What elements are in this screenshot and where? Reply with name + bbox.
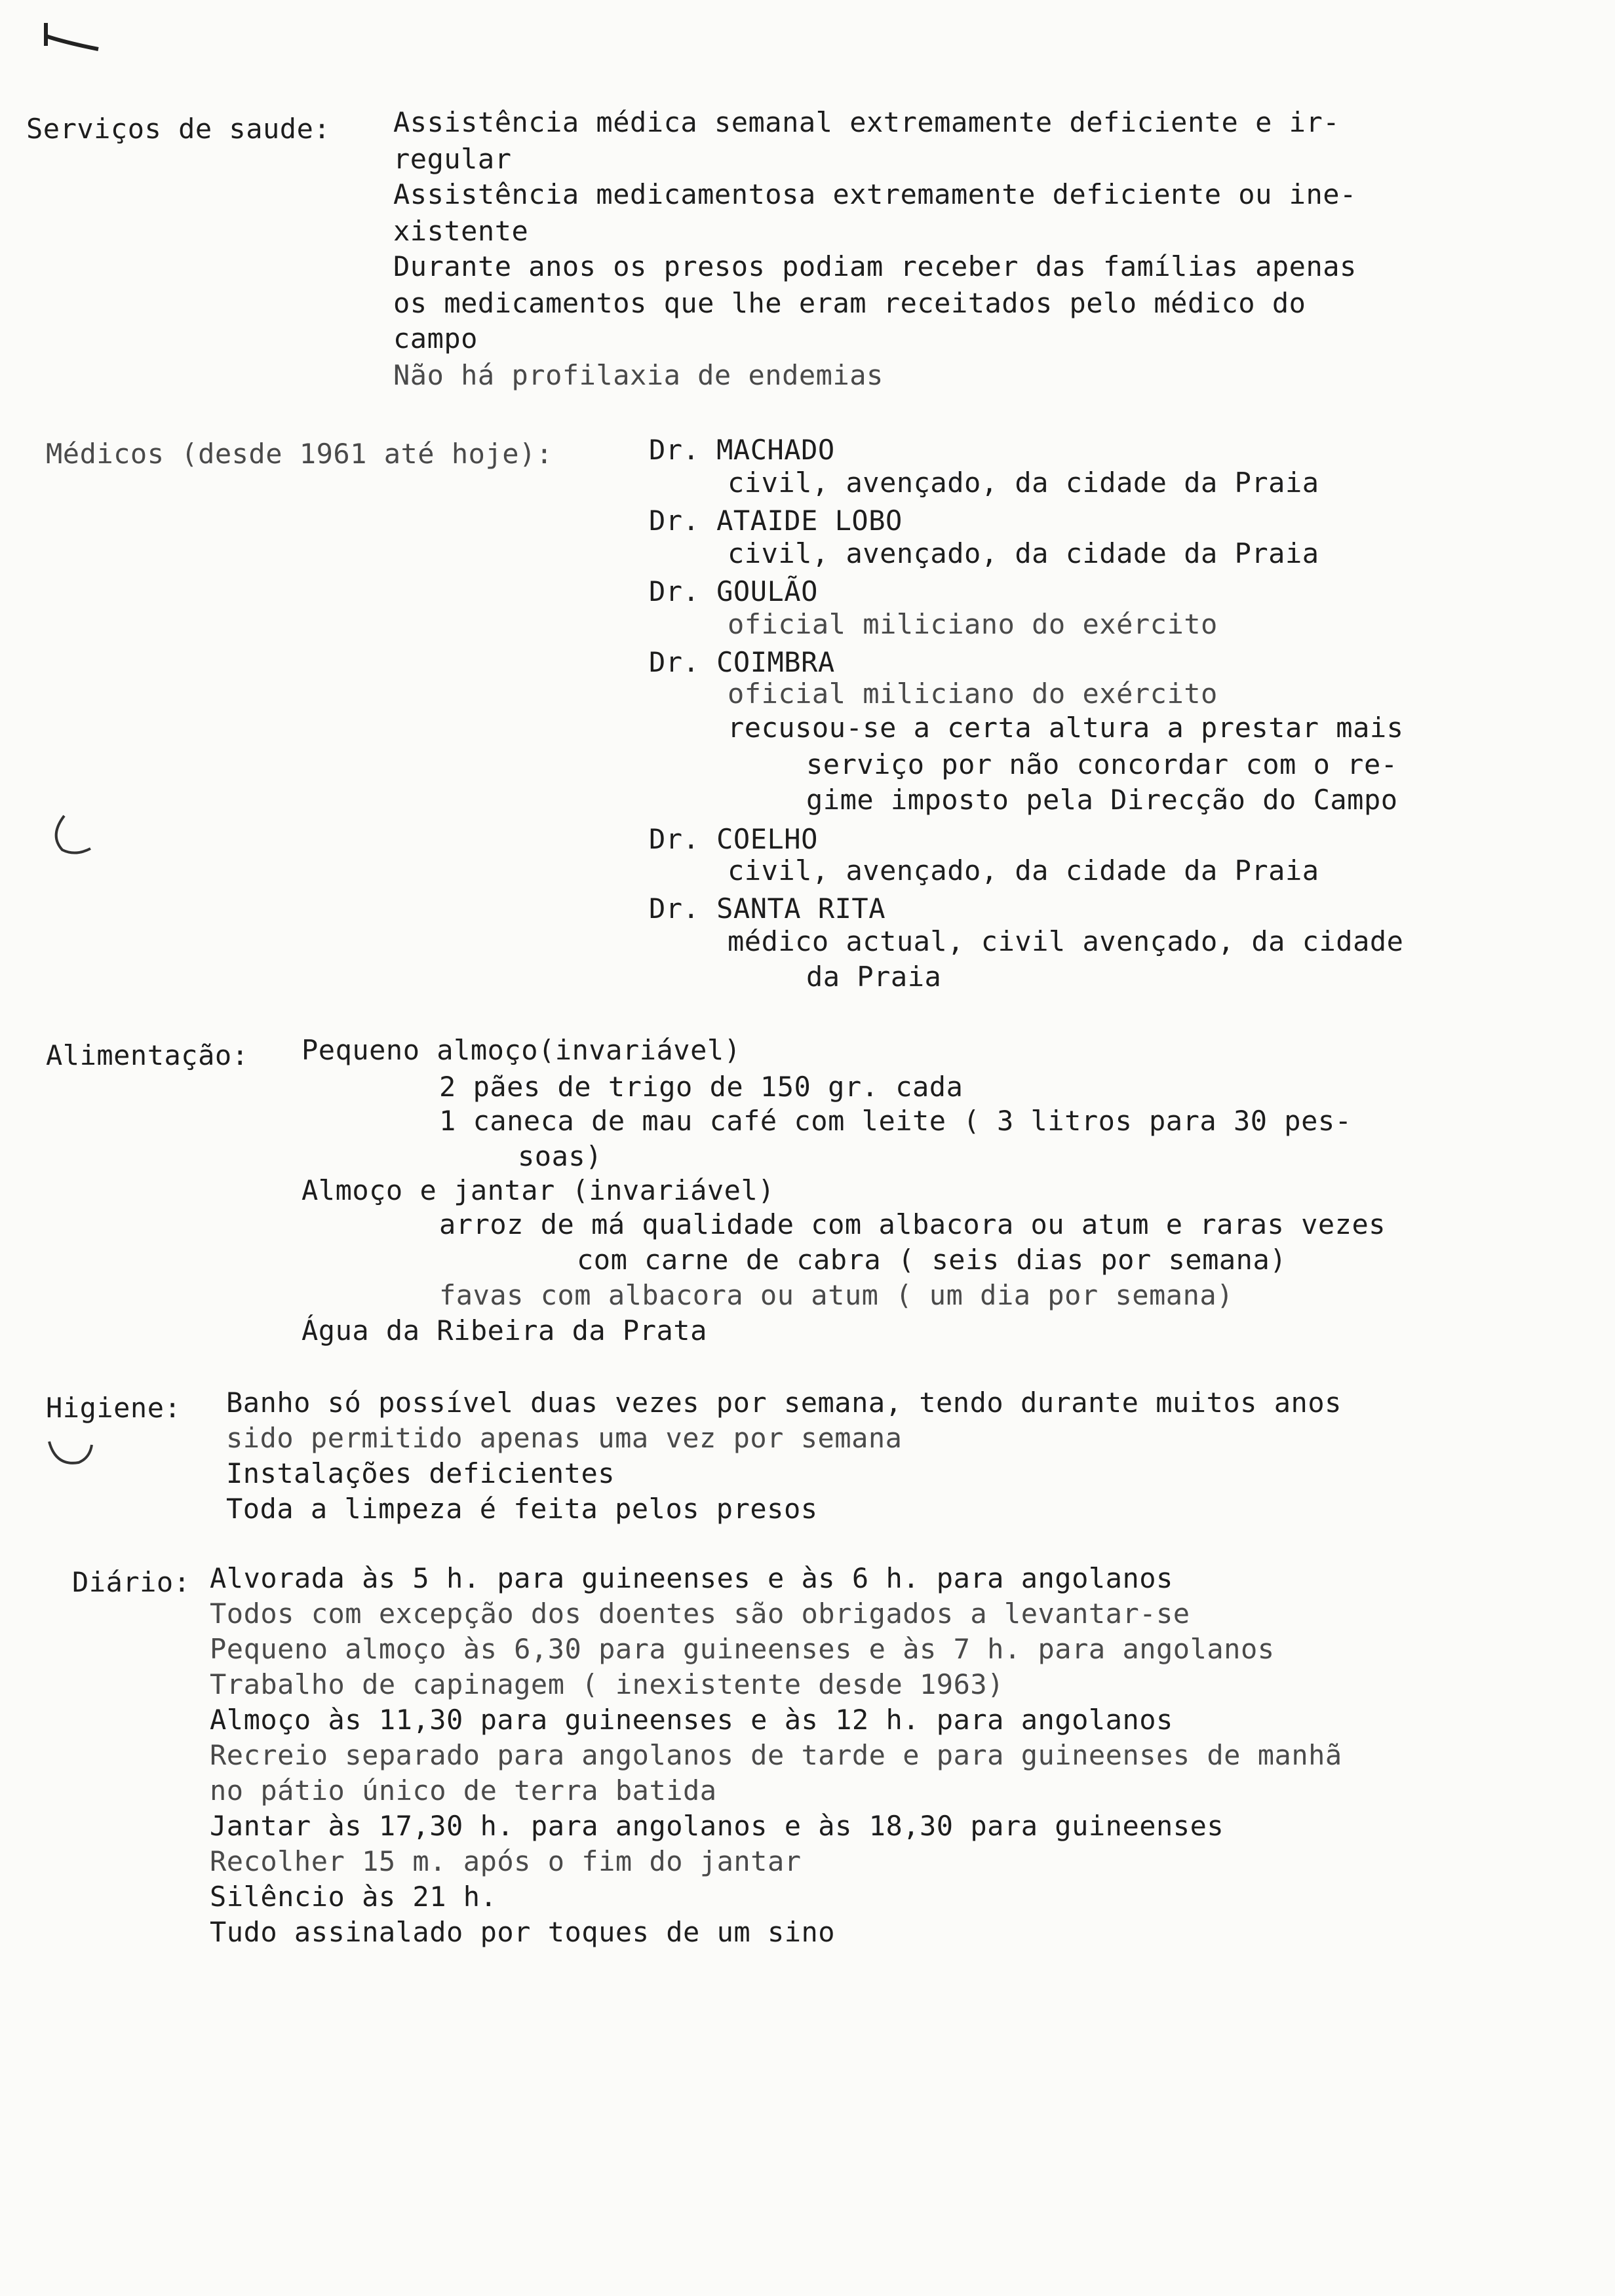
diario-line: no pátio único de terra batida <box>210 1774 717 1807</box>
diario-line: Silêncio às 21 h. <box>210 1881 497 1913</box>
diario-line: Todos com excepção dos doentes são obrigados a levantar-se <box>210 1598 1190 1630</box>
doctor-name: Dr. MACHADO <box>649 434 835 466</box>
doctor-desc: civil, avençado, da cidade da Praia <box>728 854 1319 887</box>
doctor-desc: recusou-se a certa altura a prestar mais <box>728 712 1404 744</box>
saude-line: Não há profilaxia de endemias <box>393 359 884 391</box>
saude-line: xistente <box>393 215 529 247</box>
doctor-desc: médico actual, civil avençado, da cidade <box>728 925 1404 957</box>
diario-line: Alvorada às 5 h. para guineenses e às 6 h. para angolanos <box>210 1562 1173 1594</box>
diario-line: Recreio separado para angolanos de tarde e para guineenses de manhã <box>210 1739 1342 1771</box>
saude-line: campo <box>393 322 478 354</box>
higiene-line: Banho só possível duas vezes por semana, tendo durante muitos anos <box>226 1387 1342 1419</box>
doctor-desc: gime imposto pela Direcção do Campo <box>806 784 1398 816</box>
diario-line: Trabalho de capinagem ( inexistente desde 1963) <box>210 1668 1004 1700</box>
alimentacao-line: Água da Ribeira da Prata <box>302 1314 707 1347</box>
doctor-name: Dr. GOULÃO <box>649 575 818 607</box>
doctor-desc: oficial miliciano do exército <box>728 678 1218 710</box>
doctor-desc: serviço por não concordar com o re- <box>806 748 1398 780</box>
higiene-line: sido permitido apenas uma vez por semana <box>226 1422 903 1454</box>
alimentacao-line: 2 pães de trigo de 150 gr. cada <box>439 1071 963 1103</box>
diario-line: Pequeno almoço às 6,30 para guineenses e às 7 h. para angolanos <box>210 1633 1275 1665</box>
punch-hole-icon <box>46 809 98 862</box>
diario-line: Jantar às 17,30 h. para angolanos e às 18,30 para guineenses <box>210 1810 1224 1842</box>
section-heading-higiene: Higiene: <box>46 1392 182 1424</box>
doctor-name: Dr. ATAIDE LOBO <box>649 505 903 537</box>
doctor-desc: oficial miliciano do exército <box>728 608 1218 640</box>
alimentacao-line: com carne de cabra ( seis dias por semana) <box>577 1244 1287 1276</box>
saude-line: Assistência medicamentosa extremamente deficiente ou ine- <box>393 178 1357 210</box>
diario-line: Recolher 15 m. após o fim do jantar <box>210 1845 802 1877</box>
saude-line: Assistência médica semanal extremamente deficiente e ir- <box>393 106 1340 138</box>
diario-line: Almoço às 11,30 para guineenses e às 12 h. para angolanos <box>210 1704 1173 1736</box>
doctor-desc: civil, avençado, da cidade da Praia <box>728 467 1319 499</box>
section-heading-medicos: Médicos (desde 1961 até hoje): <box>46 438 553 470</box>
corner-mark-icon <box>39 13 111 72</box>
alimentacao-line: favas com albacora ou atum ( um dia por semana) <box>439 1279 1234 1311</box>
doctor-name: Dr. COIMBRA <box>649 646 835 678</box>
alimentacao-line: Almoço e jantar (invariável) <box>302 1174 775 1206</box>
alimentacao-line: Pequeno almoço(invariável) <box>302 1034 741 1066</box>
higiene-line: Toda a limpeza é feita pelos presos <box>226 1493 818 1525</box>
higiene-line: Instalações deficientes <box>226 1457 615 1489</box>
section-heading-diario: Diário: <box>72 1566 191 1598</box>
saude-line: os medicamentos que lhe eram receitados pelo médico do <box>393 287 1306 319</box>
alimentacao-line: soas) <box>518 1140 602 1172</box>
saude-line: regular <box>393 143 512 175</box>
section-heading-alimentacao: Alimentação: <box>46 1039 249 1071</box>
alimentacao-line: 1 caneca de mau café com leite ( 3 litros para 30 pes- <box>439 1105 1352 1137</box>
doctor-name: Dr. SANTA RITA <box>649 892 886 925</box>
saude-line: Durante anos os presos podiam receber das famílias apenas <box>393 250 1357 282</box>
diario-line: Tudo assinalado por toques de um sino <box>210 1916 836 1948</box>
doctor-desc: da Praia <box>806 961 942 993</box>
doctor-desc: civil, avençado, da cidade da Praia <box>728 537 1319 569</box>
doctor-name: Dr. COELHO <box>649 823 818 855</box>
alimentacao-line: arroz de má qualidade com albacora ou atum e raras vezes <box>439 1208 1386 1240</box>
section-heading-saude: Serviços de saude: <box>26 113 331 145</box>
punch-hole-icon <box>43 1422 102 1481</box>
